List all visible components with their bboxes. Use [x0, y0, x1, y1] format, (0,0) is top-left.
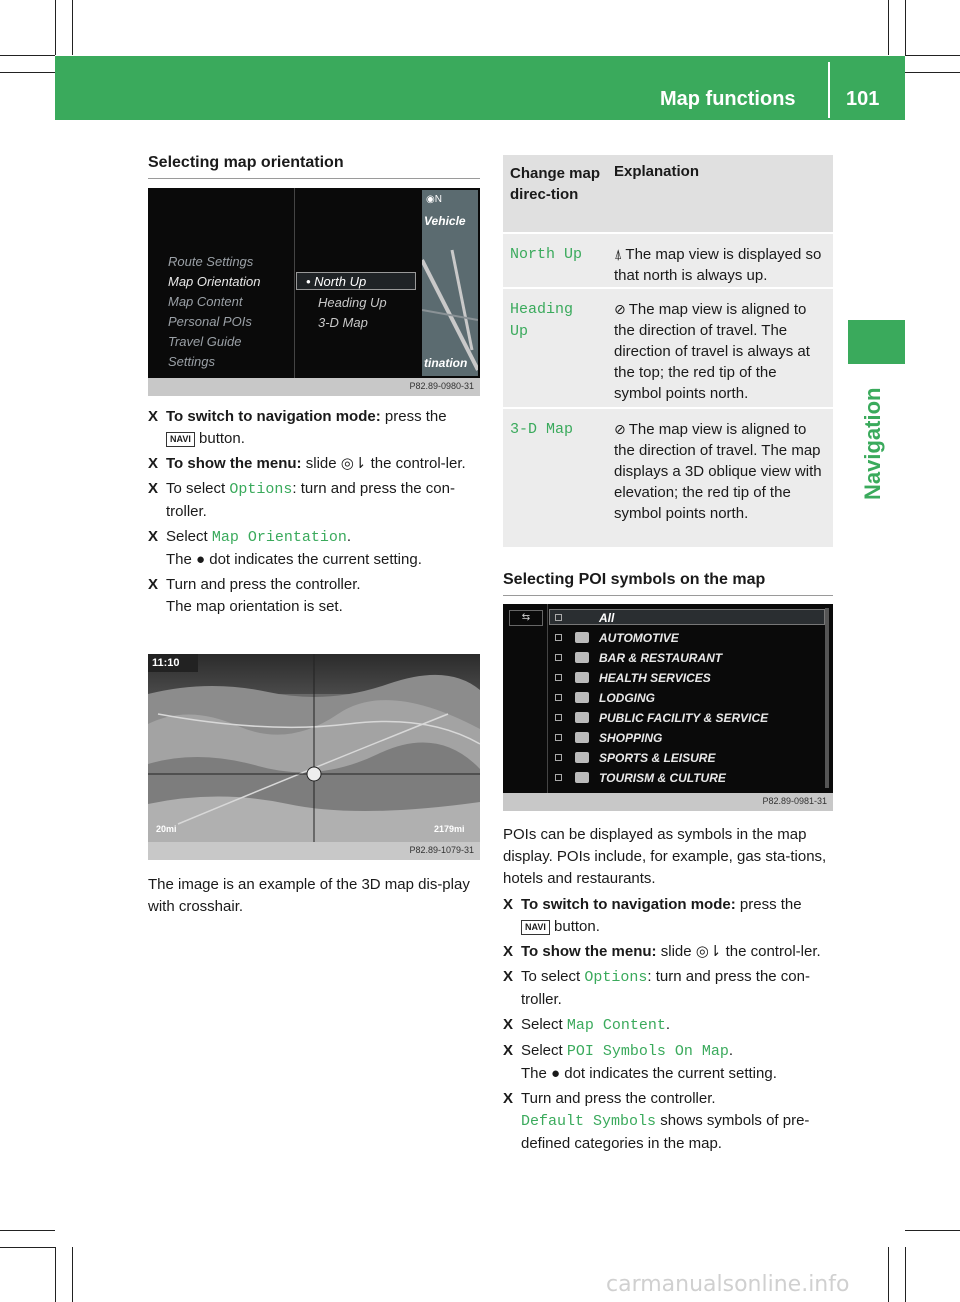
column-header: Change map direc-tion — [510, 165, 601, 203]
poi-checkbox — [555, 634, 562, 641]
crop-mark — [55, 0, 56, 55]
side-tab — [848, 370, 905, 510]
instruction-step: X To show the menu: slide ◎⇂ the control-ler. — [148, 453, 482, 475]
figure-code: P82.89-0981-31 — [503, 793, 833, 811]
crop-mark — [905, 72, 960, 73]
poi-list-item: TOURISM & CULTURE — [599, 771, 726, 785]
intro-paragraph: POIs can be displayed as symbols in the map display. POIs include, for example, gas sta-tions, hotels and restaurants. — [503, 826, 827, 887]
crop-mark — [55, 1247, 56, 1302]
crop-mark — [72, 1247, 73, 1302]
submenu-label: North Up — [314, 274, 367, 289]
instruction-list — [148, 406, 482, 621]
poi-list-item: AUTOMOTIVE — [599, 631, 679, 645]
menu-item: Map Content — [168, 294, 243, 309]
submenu-item-selected: • North Up — [306, 274, 367, 289]
poi-category-icon — [575, 752, 589, 763]
vehicle-label: Vehicle — [424, 214, 466, 228]
step-arrow-icon: X — [503, 943, 514, 960]
crop-mark — [888, 1247, 889, 1302]
instruction-step: X To show the menu: slide ◎⇂ the control-ler. — [503, 941, 835, 963]
menu-item: Settings — [168, 354, 215, 369]
poi-list-item: LODGING — [599, 691, 655, 705]
menu-item: Personal POIs — [168, 314, 252, 329]
poi-category-icon — [575, 732, 589, 743]
crop-mark — [0, 1247, 55, 1248]
option-name: 3-D Map — [510, 421, 574, 438]
poi-checkbox — [555, 694, 562, 701]
instruction-step: X Select Map Orientation. The ● dot indicates the current setting. — [148, 528, 422, 568]
option-name: Heading Up — [510, 301, 574, 340]
poi-list-item: HEALTH SERVICES — [599, 671, 711, 685]
dot-icon: ● — [551, 1065, 561, 1082]
controller-slide-icon: ◎⇂ — [340, 455, 367, 472]
poi-category-icon — [575, 632, 589, 643]
section-title: Selecting POI symbols on the map — [503, 571, 766, 588]
crop-mark — [905, 1230, 960, 1231]
poi-list-item: All — [599, 611, 615, 625]
step-arrow-icon: X — [503, 1042, 514, 1059]
poi-list-item: BAR & RESTAURANT — [599, 651, 723, 665]
table-row — [503, 409, 833, 547]
terrain — [148, 654, 480, 842]
table-row — [503, 234, 833, 287]
figure-caption: The image is an example of the 3D map dis-play with crosshair. — [148, 876, 470, 915]
header-title: Map functions — [660, 88, 796, 110]
destination-label: tination — [424, 356, 468, 370]
poi-category-icon — [575, 692, 589, 703]
menu-item: Route Settings — [168, 254, 254, 269]
map-panel — [422, 190, 478, 376]
poi-checkbox — [555, 654, 562, 661]
distance-label: 2179mi — [434, 824, 465, 834]
crop-mark — [0, 72, 55, 73]
poi-menu-screenshot — [503, 604, 833, 811]
section-rule — [503, 595, 833, 596]
step-arrow-icon: X — [503, 1090, 514, 1107]
menu-item: Travel Guide — [168, 334, 242, 349]
section-title: Selecting map orientation — [148, 154, 344, 171]
3d-map-screenshot — [148, 654, 480, 860]
option-explanation: ⊘ The map view is aligned to the direction of travel. The direction of travel is always at the top; the red tip of the symbol points north. — [614, 301, 810, 402]
instruction-list — [503, 894, 835, 1158]
heading-up-icon: ⊘ — [614, 301, 626, 317]
table-row — [503, 289, 833, 407]
step-arrow-icon: X — [503, 968, 514, 985]
poi-checkbox — [555, 754, 562, 761]
crop-mark — [0, 55, 55, 56]
crop-mark — [905, 55, 960, 56]
poi-category-icon — [575, 652, 589, 663]
figure-code: P82.89-0980-31 — [148, 378, 480, 396]
instruction-step: X To select Options: turn and press the con-troller. — [148, 480, 455, 520]
step-arrow-icon: X — [503, 1016, 514, 1033]
section-rule — [148, 178, 480, 179]
navi-key-icon: NAVI — [521, 920, 550, 935]
crop-mark — [888, 0, 889, 55]
instruction-step: X Turn and press the controller. The map orientation is set. — [148, 576, 361, 615]
navi-key-icon: NAVI — [166, 432, 195, 447]
poi-checkbox — [555, 774, 562, 781]
poi-checkbox — [555, 614, 562, 621]
submenu-item: 3-D Map — [318, 315, 368, 330]
step-arrow-icon: X — [148, 480, 159, 497]
poi-category-icon — [575, 772, 589, 783]
screen-divider — [294, 188, 295, 378]
step-arrow-icon: X — [148, 576, 159, 593]
poi-list-item: SPORTS & LEISURE — [599, 751, 716, 765]
submenu-item: Heading Up — [318, 295, 387, 310]
orientation-table — [503, 155, 833, 547]
poi-checkbox — [555, 674, 562, 681]
crop-mark — [905, 1247, 906, 1302]
list-highlight — [549, 609, 825, 625]
compass-icon: ◉N — [426, 194, 442, 205]
poi-category-icon — [575, 712, 589, 723]
watermark: carmanualsonline.info — [606, 1272, 850, 1297]
column-header: Explanation — [614, 163, 700, 180]
north-up-icon: ⍋ — [614, 246, 623, 262]
option-explanation: ⍋ The map view is displayed so that north is always up. — [614, 246, 822, 284]
list-divider — [547, 604, 548, 794]
crop-mark — [72, 0, 73, 55]
poi-list-item: SHOPPING — [599, 731, 663, 745]
instruction-step: X Select POI Symbols On Map. The ● dot indicates the current setting. — [503, 1042, 777, 1082]
dot-icon: ● — [196, 551, 206, 568]
poi-checkbox — [555, 734, 562, 741]
controller-slide-icon: ◎⇂ — [695, 943, 722, 960]
header-divider — [828, 62, 830, 118]
table-header — [503, 155, 833, 232]
instruction-step: X To switch to navigation mode: press the NAVI button. — [148, 408, 447, 447]
page-number: 101 — [846, 88, 880, 110]
instruction-step: X To select Options: turn and press the con-troller. — [503, 968, 810, 1008]
side-tab-marker — [848, 320, 905, 364]
step-arrow-icon: X — [148, 408, 159, 425]
step-arrow-icon: X — [148, 455, 159, 472]
instruction-step: X Select Map Content. — [503, 1016, 671, 1034]
instruction-step: X To switch to navigation mode: press the NAVI button. — [503, 896, 802, 935]
map-roads — [422, 190, 478, 376]
back-button-icon: ⇆ — [509, 610, 543, 626]
option-name: North Up — [510, 246, 583, 263]
scrollbar — [825, 608, 829, 788]
scale-label: 20mi — [156, 824, 177, 834]
instruction-step: X Turn and press the controller. Default Symbols shows symbols of pre-defined categories in the map. — [503, 1090, 810, 1152]
step-arrow-icon: X — [503, 896, 514, 913]
clock: 11:10 — [148, 654, 198, 672]
3d-map-icon: ⊘ — [614, 421, 626, 437]
menu-screenshot — [148, 188, 480, 396]
crop-mark — [0, 1230, 55, 1231]
option-explanation: ⊘ The map view is aligned to the direction of travel. The map displays a 3D oblique view with elevation; the red tip of the symbol points north. — [614, 421, 822, 522]
crop-mark — [905, 0, 906, 55]
step-arrow-icon: X — [148, 528, 159, 545]
figure-code: P82.89-1079-31 — [148, 842, 480, 860]
side-tab-label: Navigation — [860, 387, 885, 500]
poi-category-icon — [575, 672, 589, 683]
menu-item-selected: Map Orientation — [168, 274, 261, 289]
poi-list-item: PUBLIC FACILITY & SERVICE — [599, 711, 769, 725]
poi-checkbox — [555, 714, 562, 721]
